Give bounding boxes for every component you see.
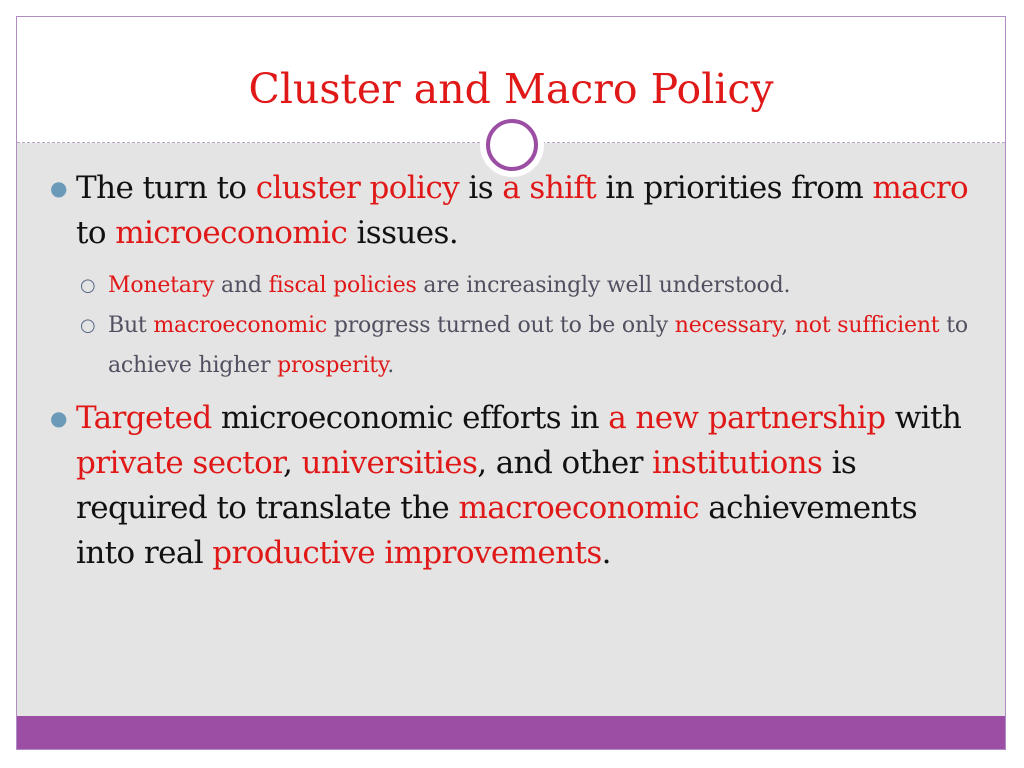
highlighted-text: fiscal policies <box>268 273 417 298</box>
text-segment: , <box>282 445 302 481</box>
bullet-dot-icon: ● <box>50 176 67 200</box>
text-segment: But <box>108 313 154 338</box>
bullet-text <box>76 400 961 571</box>
highlighted-text: a new partnership <box>608 400 886 436</box>
highlighted-text: prosperity <box>277 353 388 378</box>
text-segment: issues. <box>347 215 459 251</box>
text-segment: is required to translate the <box>76 445 857 526</box>
sub-bullet-item <box>40 266 980 306</box>
highlighted-text: microeconomic <box>115 215 348 251</box>
sub-bullet-item <box>40 306 980 386</box>
text-segment: . <box>387 353 395 378</box>
sub-bullet-ring-icon: ○ <box>80 275 96 296</box>
text-segment: The turn to <box>76 170 256 206</box>
highlighted-text: macroeconomic <box>458 490 700 526</box>
text-segment: , <box>781 313 795 338</box>
bullet-item <box>40 396 980 576</box>
bullet-text <box>76 170 968 251</box>
bullet-list <box>40 166 980 586</box>
text-segment: and <box>214 273 269 298</box>
footer-bar <box>17 716 1005 749</box>
highlighted-text: Monetary <box>108 273 215 298</box>
highlighted-text: macro <box>872 170 969 206</box>
text-segment: in priorities from <box>596 170 873 206</box>
text-segment: to achieve higher <box>108 313 968 378</box>
text-segment: progress turned out to be only <box>327 313 675 338</box>
bullet-item <box>40 166 980 256</box>
highlighted-text: institutions <box>652 445 823 481</box>
text-segment: is <box>459 170 503 206</box>
highlighted-text: private sector <box>76 445 283 481</box>
highlighted-text: productive improvements <box>212 535 602 571</box>
bullet-dot-icon: ● <box>50 406 67 430</box>
highlighted-text: universities <box>301 445 478 481</box>
sub-bullet-ring-icon: ○ <box>80 315 96 336</box>
bullet-text <box>108 313 968 378</box>
text-segment: are increasingly well understood. <box>416 273 791 298</box>
text-segment: achievements into real <box>76 490 918 571</box>
text-segment: to <box>76 215 116 251</box>
highlighted-text: Targeted <box>76 400 212 436</box>
text-segment: . <box>601 535 611 571</box>
slide-title: Cluster and Macro Policy <box>248 65 774 113</box>
text-segment: with <box>885 400 962 436</box>
highlighted-text: a shift <box>502 170 597 206</box>
text-segment: microeconomic efforts in <box>211 400 609 436</box>
text-segment: , and other <box>477 445 653 481</box>
bullet-text <box>108 273 790 298</box>
highlighted-text: cluster policy <box>255 170 460 206</box>
highlighted-text: not sufficient <box>794 313 940 338</box>
highlighted-text: necessary <box>674 313 782 338</box>
ring-ornament-icon <box>486 119 538 171</box>
highlighted-text: macroeconomic <box>153 313 328 338</box>
